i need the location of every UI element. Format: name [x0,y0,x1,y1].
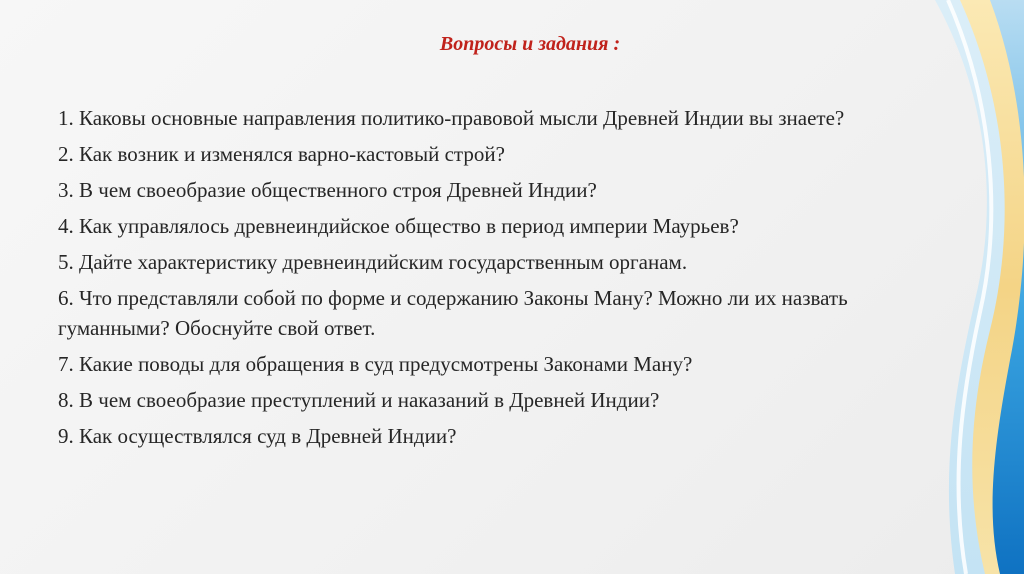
questions-list [58,104,958,458]
question-item: 2. Как возник и изменялся варно-кастовый строй? [58,142,505,166]
question-item: 4. Как управлялось древнеиндийское общество в период империи Маурьев? [58,214,739,238]
question-item: 3. В чем своеобразие общественного строя Древней Индии? [58,178,597,202]
question-item: 7. Какие поводы для обращения в суд предусмотрены Законами Ману? [58,351,693,376]
question-item: 5. Дайте характеристику древнеиндийским государственным органам. [58,250,688,274]
question-item: 1. Каковы основные направления политико-правовой мысли Древней Индии вы знаете? [58,106,845,130]
question-item: 9. Как осуществлялся суд в Древней Индии? [58,423,457,448]
question-item: 8. В чем своеобразие преступлений и наказаний в Древней Индии? [58,387,660,412]
slide-title: Вопросы и задания : [439,33,621,55]
question-item: 6. Что представляли собой по форме и содержанию Законы Ману? Можно ли их назвать гуманными? Обоснуйте свой ответ. [58,286,848,340]
